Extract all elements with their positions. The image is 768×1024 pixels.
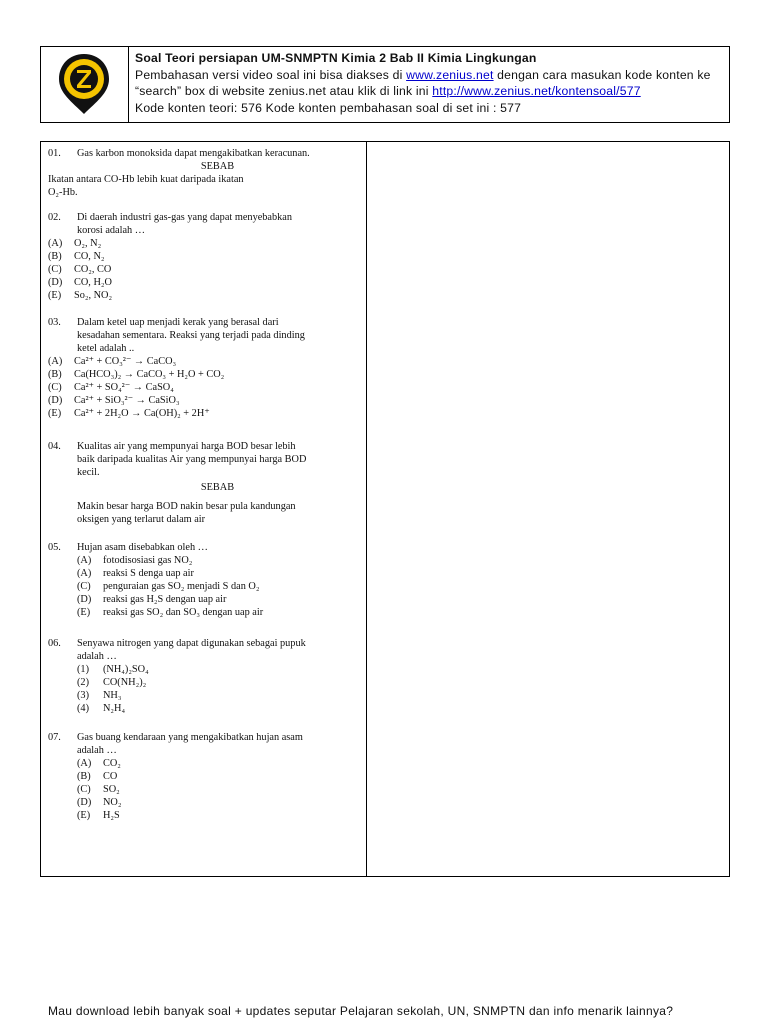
question-number: 01.	[48, 148, 61, 159]
option-text: CO₂	[103, 758, 121, 769]
option-c	[48, 381, 358, 394]
document-title: Soal Teori persiapan UM-SNMPTN Kimia 2 Bab II Kimia Lingkungan	[135, 51, 537, 65]
option-label: (C)	[77, 581, 91, 592]
reason-line: O₂-Hb.	[48, 187, 78, 198]
option-text: reaksi gas SO₂ dan SO₃ dengan uap air	[103, 607, 264, 618]
header-line-2-text: “search” box di website zenius.net atau klik di link ini	[135, 84, 433, 98]
question-02	[48, 211, 358, 302]
question-04	[48, 440, 358, 526]
question-stem: Di daerah industri gas-gas yang dapat menyebabkan	[77, 212, 293, 223]
question-stem: ketel adalah ..	[77, 343, 135, 354]
document-header	[40, 46, 730, 123]
option-text: Ca²⁺ + 2H₂O → Ca(OH)₂ + 2H⁺	[74, 408, 210, 419]
question-stem: adalah …	[77, 745, 117, 756]
question-stem: Gas karbon monoksida dapat mengakibatkan keracunan.	[77, 148, 310, 159]
option-label: (D)	[48, 277, 63, 288]
option-label: (D)	[77, 797, 92, 808]
question-stem: Gas buang kendaraan yang mengakibatkan hujan asam	[77, 732, 303, 743]
option-label: (C)	[48, 264, 62, 275]
option-3	[77, 689, 358, 702]
option-label: (B)	[48, 251, 62, 262]
zenius-logo-icon	[56, 52, 112, 116]
option-d	[77, 796, 358, 809]
option-label: (B)	[48, 369, 62, 380]
option-label: (3)	[77, 690, 90, 701]
question-stem: Kualitas air yang mempunyai harga BOD besar lebih	[77, 441, 296, 452]
question-number: 03.	[48, 317, 61, 328]
option-label: (A)	[48, 356, 63, 367]
option-label: (E)	[77, 810, 91, 821]
question-stem: korosi adalah …	[77, 225, 146, 236]
question-number: 02.	[48, 212, 61, 223]
question-05	[48, 541, 358, 619]
option-label: (A)	[77, 568, 92, 579]
option-text: reaksi gas H₂S dengan uap air	[103, 594, 227, 605]
option-2	[77, 676, 358, 689]
option-c	[77, 783, 358, 796]
sebab-label: SEBAB	[200, 161, 235, 172]
content-codes: Kode konten teori: 576 Kode konten pembahasan soal di set ini : 577	[135, 100, 522, 115]
option-b	[77, 770, 358, 783]
option-a	[48, 355, 358, 368]
option-b	[48, 250, 358, 263]
option-text: O₂, N₂	[74, 238, 102, 249]
question-stem: adalah …	[77, 651, 117, 662]
option-label: (E)	[77, 607, 91, 618]
option-4	[77, 702, 358, 715]
option-e	[48, 407, 358, 420]
option-text: Ca²⁺ + SO₄²⁻ → CaSO₄	[74, 382, 174, 393]
reason-line: Ikatan antara CO-Hb lebih kuat daripada ikatan	[48, 174, 244, 185]
option-text: Ca²⁺ + SiO₃²⁻ → CaSiO₃	[74, 395, 180, 406]
question-07	[48, 731, 358, 822]
option-text: CO	[103, 771, 118, 782]
option-text: NO₂	[103, 797, 122, 808]
option-e	[77, 809, 358, 822]
option-text: H₂S	[103, 810, 120, 821]
question-stem: Dalam ketel uap menjadi kerak yang berasal dari	[77, 317, 279, 328]
option-label: (E)	[48, 408, 62, 419]
question-stem: Hujan asam disebabkan oleh …	[77, 542, 208, 553]
footer-promo-text: Mau download lebih banyak soal + updates seputar Pelajaran sekolah, UN, SNMPTN dan info menarik lainnya?	[48, 1004, 674, 1018]
question-table	[40, 141, 730, 877]
option-d	[77, 593, 358, 606]
option-text: penguraian gas SO₂ menjadi S dan O₂	[103, 581, 260, 592]
option-text: NH₃	[103, 690, 122, 701]
option-c	[48, 263, 358, 276]
reason-line: oksigen yang terlarut dalam air	[77, 514, 206, 525]
option-d	[48, 394, 358, 407]
option-label: (4)	[77, 703, 90, 714]
reason-line: Makin besar harga BOD nakin besar pula kandungan	[77, 501, 296, 512]
option-text: Ca²⁺ + CO₃²⁻ → CaCO₃	[74, 356, 177, 367]
question-column	[41, 142, 367, 876]
option-text: CO(NH₂)₂	[103, 677, 147, 688]
question-number: 04.	[48, 441, 61, 452]
option-text: CO₂, CO	[74, 264, 112, 275]
option-label: (C)	[48, 382, 62, 393]
question-06	[48, 637, 358, 715]
header-line-2	[135, 83, 723, 100]
question-stem: Senyawa nitrogen yang dapat digunakan sebagai pupuk	[77, 638, 306, 649]
option-1	[77, 663, 358, 676]
zenius-website-link[interactable]: www.zenius.net	[406, 67, 494, 82]
option-e	[77, 606, 358, 619]
option-label: (2)	[77, 677, 90, 688]
option-text: SO₂	[103, 784, 120, 795]
option-e	[48, 289, 358, 302]
option-label: (A)	[48, 238, 63, 249]
option-text: CO, H₂O	[74, 277, 112, 288]
option-text: CO, N₂	[74, 251, 105, 262]
option-label: (1)	[77, 664, 90, 675]
option-b	[48, 368, 358, 381]
option-d	[48, 276, 358, 289]
question-stem: baik daripada kualitas Air yang mempunyai harga BOD	[77, 454, 307, 465]
question-stem: kecil.	[77, 467, 100, 478]
logo-cell	[41, 47, 129, 122]
sebab-label: SEBAB	[200, 482, 235, 493]
question-01	[48, 147, 358, 199]
option-text: So₂, NO₂	[74, 290, 113, 301]
option-text: (NH₄)₂SO₄	[103, 664, 149, 675]
option-c	[77, 580, 358, 593]
option-text: reaksi S denga uap air	[103, 568, 194, 579]
question-03	[48, 316, 358, 420]
option-label: (C)	[77, 784, 91, 795]
option-text: fotodisosiasi gas NO₂	[103, 555, 193, 566]
option-a-second	[77, 567, 358, 580]
option-label: (D)	[77, 594, 92, 605]
option-text: Ca(HCO₃)₂ → CaCO₃ + H₂O + CO₂	[74, 369, 225, 380]
option-label: (D)	[48, 395, 63, 406]
header-line-1-tail: dengan cara masukan kode konten ke	[493, 67, 711, 82]
header-text-block	[135, 50, 723, 116]
question-stem: kesadahan sementara. Reaksi yang terjadi pada dinding	[77, 330, 305, 341]
option-a	[77, 757, 358, 770]
question-number: 07.	[48, 732, 61, 743]
option-a	[48, 237, 358, 250]
option-label: (A)	[77, 555, 92, 566]
question-number: 06.	[48, 638, 61, 649]
option-label: (B)	[77, 771, 91, 782]
option-a	[77, 554, 358, 567]
question-number: 05.	[48, 542, 61, 553]
option-text: N₂H₄	[103, 703, 126, 714]
option-label: (A)	[77, 758, 92, 769]
kontensoal-link[interactable]: http://www.zenius.net/kontensoal/577	[432, 84, 641, 98]
header-line-1-text: Pembahasan versi video soal ini bisa diakses di	[135, 67, 407, 82]
header-line-1	[135, 67, 723, 84]
option-label: (E)	[48, 290, 62, 301]
